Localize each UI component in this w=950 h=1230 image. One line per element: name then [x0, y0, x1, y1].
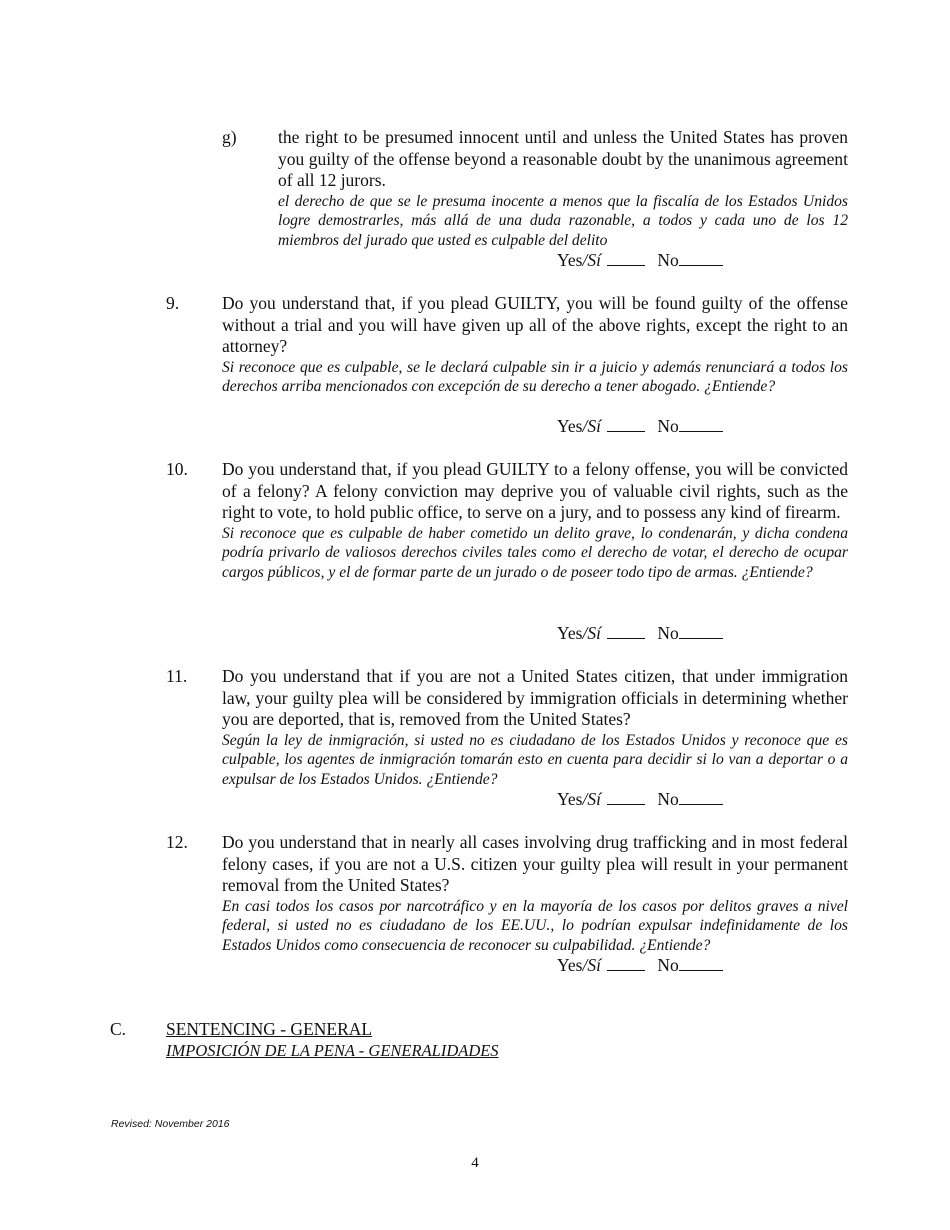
no-label: No	[657, 623, 679, 643]
yes-blank[interactable]	[607, 417, 645, 432]
si-label: /Sí	[582, 789, 601, 809]
yes-blank[interactable]	[607, 251, 645, 266]
section-title: SENTENCING - GENERAL	[166, 1019, 373, 1039]
yes-blank[interactable]	[607, 956, 645, 971]
no-blank[interactable]	[679, 624, 723, 639]
si-label: /Sí	[582, 955, 601, 975]
yes-label: Yes	[557, 955, 583, 975]
item-g-answer	[557, 250, 723, 271]
item-g-spanish: el derecho de que se le presuma inocente a menos que la fiscalía de los Estados Unidos logre demostrarles, más allá de una duda razonable, a todos y cada uno de los 12 miembros del jurado que usted es culpable del delito	[278, 192, 848, 250]
item-9-english: Do you understand that, if you plead GUILTY, you will be found guilty of the offense without a trial and you will have given up all of the above rights, except the right to an attorney?	[222, 293, 848, 356]
item-9-spanish: Si reconoce que es culpable, se le declará culpable sin ir a juicio y además renunciará a todos los derechos arriba mencionados con excepción de su derecho a tener abogado. ¿Entiende?	[222, 358, 848, 396]
item-9-answer	[557, 416, 723, 437]
item-11	[222, 666, 848, 790]
no-label: No	[657, 955, 679, 975]
si-label: /Sí	[582, 416, 601, 436]
no-blank[interactable]	[679, 790, 723, 805]
yes-label: Yes	[557, 416, 583, 436]
no-label: No	[657, 416, 679, 436]
item-12-answer	[557, 955, 723, 976]
no-blank[interactable]	[679, 417, 723, 432]
item-g	[278, 127, 848, 251]
item-11-english: Do you understand that if you are not a United States citizen, that under immigration law, your guilty plea will be considered by immigration officials in determining whether you are deported, that is, removed from the United States?	[222, 666, 848, 729]
item-10-number: 10.	[166, 459, 188, 479]
item-9	[222, 293, 848, 397]
item-g-english: the right to be presumed innocent until and unless the United States has proven you guilty of the offense beyond a reasonable doubt by the unanimous agreement of all 12 jurors.	[278, 127, 848, 190]
no-label: No	[657, 789, 679, 809]
item-11-number: 11.	[166, 666, 188, 686]
yes-label: Yes	[557, 789, 583, 809]
yes-label: Yes	[557, 250, 583, 270]
item-12-spanish: En casi todos los casos por narcotráfico y en la mayoría de los casos por delitos graves a nivel federal, si usted no es ciudadano de los EE.UU., lo podrían expulsar indefinidamente de los Estados Unidos como consecuencia de reconocer su culpabilidad. ¿Entiende?	[222, 897, 848, 955]
item-10	[222, 459, 848, 583]
si-label: /Sí	[582, 250, 601, 270]
no-label: No	[657, 250, 679, 270]
item-11-answer	[557, 789, 723, 810]
item-12-number: 12.	[166, 832, 188, 852]
item-11-spanish: Según la ley de inmigración, si usted no es ciudadano de los Estados Unidos y reconoce que es culpable, los agentes de inmigración tomarán esto en cuenta para decidir si lo van a deportar o a expulsar de los Estados Unidos. ¿Entiende?	[222, 731, 848, 789]
item-12-english: Do you understand that in nearly all cases involving drug trafficking and in most federal felony cases, if you are not a U.S. citizen your guilty plea will result in your permanent removal from the United States?	[222, 832, 848, 895]
item-9-number: 9.	[166, 293, 180, 313]
yes-blank[interactable]	[607, 624, 645, 639]
item-12	[222, 832, 848, 956]
section-title-spanish: IMPOSICIÓN DE LA PENA - GENERALIDADES	[166, 1041, 499, 1060]
item-g-label: g)	[222, 127, 237, 147]
si-label: /Sí	[582, 623, 601, 643]
item-10-answer	[557, 623, 723, 644]
yes-blank[interactable]	[607, 790, 645, 805]
page-number: 4	[471, 1155, 479, 1171]
no-blank[interactable]	[679, 251, 723, 266]
no-blank[interactable]	[679, 956, 723, 971]
section-letter: C.	[110, 1019, 127, 1039]
item-10-english: Do you understand that, if you plead GUILTY to a felony offense, you will be convicted of a felony? A felony conviction may deprive you of valuable civil rights, such as the right to vote, to hold public office, to serve on a jury, and to possess any kind of firearm.	[222, 459, 848, 522]
item-10-spanish: Si reconoce que es culpable de haber cometido un delito grave, lo condenarán, y dicha condena podría privarlo de valiosos derechos civiles tales como el derecho de votar, el derecho de ocupar cargos públicos, y el de formar parte de un jurado o de poseer todo tipo de armas. ¿Entiende?	[222, 524, 848, 582]
yes-label: Yes	[557, 623, 583, 643]
revised-date: Revised: November 2016	[111, 1118, 230, 1130]
